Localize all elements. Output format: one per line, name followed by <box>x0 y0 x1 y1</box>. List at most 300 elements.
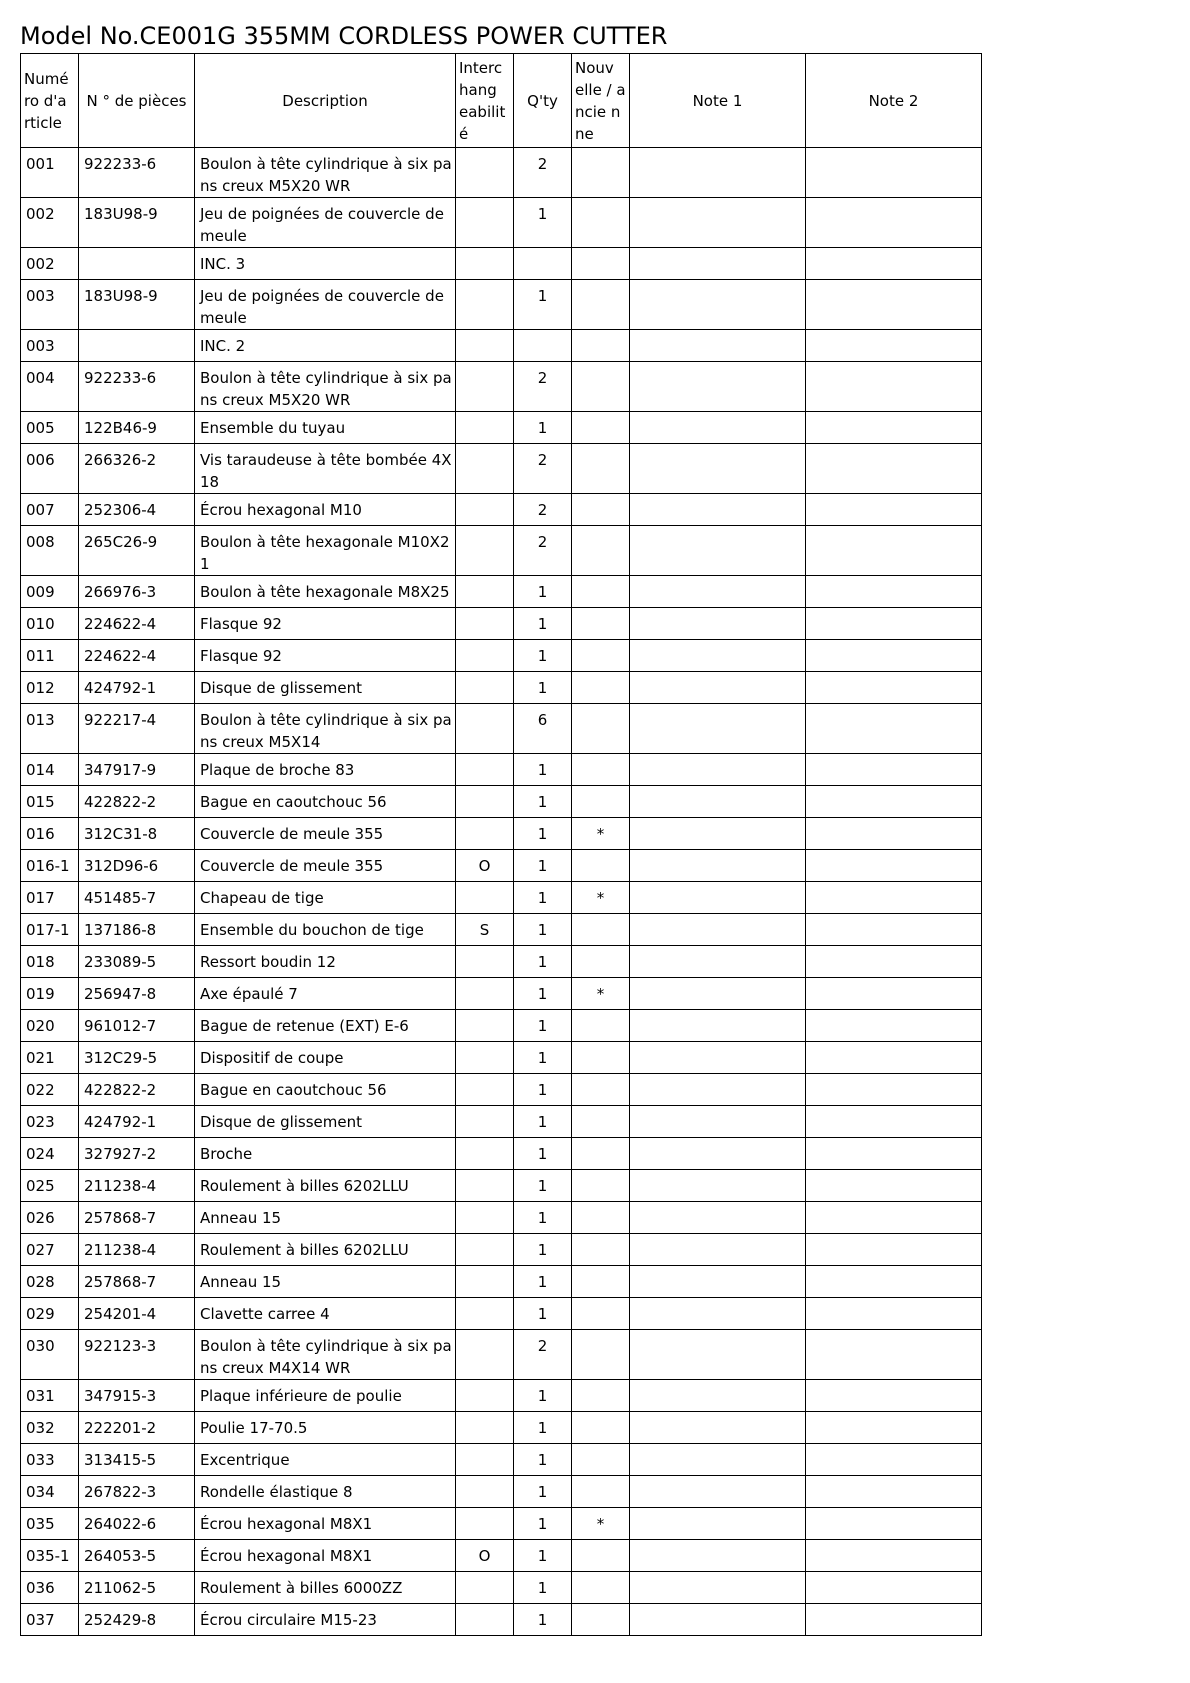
cell-note-1 <box>630 1380 806 1412</box>
cell-note-1 <box>630 882 806 914</box>
cell-part-number: 922233-6 <box>79 362 195 412</box>
cell-new-old <box>572 280 630 330</box>
cell-note-2 <box>806 850 982 882</box>
cell-quantity: 1 <box>514 1138 572 1170</box>
cell-item-number: 016 <box>21 818 79 850</box>
table-row <box>21 1412 982 1444</box>
table-row <box>21 1508 982 1540</box>
cell-quantity: 1 <box>514 576 572 608</box>
cell-part-number: 424792-1 <box>79 672 195 704</box>
cell-new-old <box>572 576 630 608</box>
cell-quantity: 1 <box>514 882 572 914</box>
cell-interchangeability: S <box>456 914 514 946</box>
cell-description: Roulement à billes 6202LLU <box>195 1170 456 1202</box>
cell-interchangeability <box>456 198 514 248</box>
cell-item-number: 035 <box>21 1508 79 1540</box>
cell-note-2 <box>806 444 982 494</box>
table-row <box>21 978 982 1010</box>
cell-item-number: 024 <box>21 1138 79 1170</box>
cell-item-number: 027 <box>21 1234 79 1266</box>
cell-new-old: * <box>572 978 630 1010</box>
table-row <box>21 1540 982 1572</box>
cell-part-number: 312C29-5 <box>79 1042 195 1074</box>
table-row <box>21 850 982 882</box>
cell-note-2 <box>806 608 982 640</box>
cell-quantity: 2 <box>514 362 572 412</box>
cell-description: INC. 3 <box>195 248 456 280</box>
cell-note-1 <box>630 818 806 850</box>
table-row <box>21 1330 982 1380</box>
cell-interchangeability <box>456 1074 514 1106</box>
cell-part-number: 254201-4 <box>79 1298 195 1330</box>
cell-item-number: 001 <box>21 148 79 198</box>
cell-interchangeability <box>456 576 514 608</box>
cell-part-number: 211062-5 <box>79 1572 195 1604</box>
cell-description: Clavette carree 4 <box>195 1298 456 1330</box>
cell-note-1 <box>630 330 806 362</box>
col-header-new-old: Nouv elle / ancie nne <box>572 54 630 148</box>
cell-new-old <box>572 1572 630 1604</box>
cell-note-2 <box>806 914 982 946</box>
cell-item-number: 019 <box>21 978 79 1010</box>
cell-note-2 <box>806 412 982 444</box>
table-row <box>21 1380 982 1412</box>
cell-part-number: 222201-2 <box>79 1412 195 1444</box>
cell-description: Plaque inférieure de poulie <box>195 1380 456 1412</box>
cell-note-1 <box>630 1412 806 1444</box>
cell-note-2 <box>806 1508 982 1540</box>
page-title: Model No.CE001G 355MM CORDLESS POWER CUTTER <box>20 22 668 50</box>
cell-new-old <box>572 1202 630 1234</box>
cell-note-2 <box>806 1042 982 1074</box>
table-row <box>21 148 982 198</box>
cell-description: Roulement à billes 6202LLU <box>195 1234 456 1266</box>
cell-note-2 <box>806 704 982 754</box>
cell-item-number: 013 <box>21 704 79 754</box>
col-header-part-number: N ° de pièces <box>79 54 195 148</box>
cell-part-number: 264022-6 <box>79 1508 195 1540</box>
cell-new-old <box>572 362 630 412</box>
cell-part-number: 233089-5 <box>79 946 195 978</box>
cell-note-1 <box>630 494 806 526</box>
cell-note-2 <box>806 330 982 362</box>
cell-part-number: 211238-4 <box>79 1234 195 1266</box>
cell-interchangeability <box>456 754 514 786</box>
cell-part-number: 327927-2 <box>79 1138 195 1170</box>
cell-item-number: 030 <box>21 1330 79 1380</box>
cell-note-1 <box>630 672 806 704</box>
cell-new-old <box>572 672 630 704</box>
cell-note-1 <box>630 1106 806 1138</box>
cell-note-1 <box>630 1234 806 1266</box>
table-row <box>21 1010 982 1042</box>
cell-note-2 <box>806 1138 982 1170</box>
cell-item-number: 016-1 <box>21 850 79 882</box>
cell-quantity: 1 <box>514 1042 572 1074</box>
cell-quantity: 1 <box>514 1010 572 1042</box>
cell-interchangeability <box>456 608 514 640</box>
cell-description: Boulon à tête hexagonale M8X25 <box>195 576 456 608</box>
cell-description: Broche <box>195 1138 456 1170</box>
cell-new-old <box>572 1010 630 1042</box>
table-row <box>21 754 982 786</box>
cell-part-number: 347915-3 <box>79 1380 195 1412</box>
cell-note-1 <box>630 1042 806 1074</box>
cell-note-2 <box>806 1074 982 1106</box>
cell-item-number: 025 <box>21 1170 79 1202</box>
cell-new-old <box>572 946 630 978</box>
cell-part-number: 347917-9 <box>79 754 195 786</box>
cell-description: Écrou hexagonal M10 <box>195 494 456 526</box>
cell-new-old <box>572 1444 630 1476</box>
table-body <box>21 148 982 1636</box>
cell-new-old <box>572 1604 630 1636</box>
cell-interchangeability <box>456 1042 514 1074</box>
cell-new-old <box>572 494 630 526</box>
table-row <box>21 946 982 978</box>
cell-interchangeability <box>456 1412 514 1444</box>
cell-note-1 <box>630 608 806 640</box>
cell-quantity <box>514 248 572 280</box>
cell-new-old <box>572 526 630 576</box>
cell-item-number: 022 <box>21 1074 79 1106</box>
cell-note-1 <box>630 444 806 494</box>
cell-new-old <box>572 914 630 946</box>
table-row <box>21 444 982 494</box>
cell-item-number: 031 <box>21 1380 79 1412</box>
cell-note-1 <box>630 412 806 444</box>
cell-quantity: 1 <box>514 914 572 946</box>
cell-new-old <box>572 1234 630 1266</box>
cell-interchangeability <box>456 1380 514 1412</box>
col-header-description: Description <box>195 54 456 148</box>
cell-quantity: 1 <box>514 608 572 640</box>
cell-part-number: 257868-7 <box>79 1202 195 1234</box>
cell-quantity: 2 <box>514 444 572 494</box>
cell-interchangeability <box>456 1572 514 1604</box>
cell-description: Bague de retenue (EXT) E-6 <box>195 1010 456 1042</box>
cell-new-old <box>572 1074 630 1106</box>
cell-new-old <box>572 248 630 280</box>
cell-item-number: 010 <box>21 608 79 640</box>
cell-note-2 <box>806 754 982 786</box>
table-row <box>21 1074 982 1106</box>
table-row <box>21 786 982 818</box>
cell-note-2 <box>806 1444 982 1476</box>
cell-part-number <box>79 248 195 280</box>
cell-new-old <box>572 640 630 672</box>
cell-interchangeability: O <box>456 1540 514 1572</box>
cell-interchangeability <box>456 280 514 330</box>
cell-description: Disque de glissement <box>195 1106 456 1138</box>
table-row <box>21 1138 982 1170</box>
cell-description: Dispositif de coupe <box>195 1042 456 1074</box>
cell-interchangeability <box>456 818 514 850</box>
cell-quantity: 1 <box>514 412 572 444</box>
cell-item-number: 033 <box>21 1444 79 1476</box>
cell-interchangeability <box>456 1170 514 1202</box>
cell-quantity: 1 <box>514 1298 572 1330</box>
cell-interchangeability <box>456 1330 514 1380</box>
cell-item-number: 032 <box>21 1412 79 1444</box>
table-row <box>21 526 982 576</box>
cell-note-2 <box>806 640 982 672</box>
cell-item-number: 020 <box>21 1010 79 1042</box>
cell-note-1 <box>630 946 806 978</box>
cell-new-old <box>572 1106 630 1138</box>
cell-quantity: 1 <box>514 1540 572 1572</box>
cell-note-1 <box>630 1170 806 1202</box>
cell-new-old <box>572 148 630 198</box>
cell-note-2 <box>806 882 982 914</box>
cell-note-2 <box>806 1234 982 1266</box>
cell-description: Roulement à billes 6000ZZ <box>195 1572 456 1604</box>
cell-note-1 <box>630 280 806 330</box>
cell-quantity: 1 <box>514 786 572 818</box>
cell-note-1 <box>630 248 806 280</box>
cell-quantity: 1 <box>514 280 572 330</box>
cell-note-2 <box>806 576 982 608</box>
cell-note-1 <box>630 362 806 412</box>
cell-interchangeability <box>456 1010 514 1042</box>
table-row <box>21 818 982 850</box>
cell-note-2 <box>806 1572 982 1604</box>
cell-new-old <box>572 704 630 754</box>
table-row <box>21 1604 982 1636</box>
cell-item-number: 002 <box>21 248 79 280</box>
table-header-row <box>21 54 982 148</box>
cell-note-2 <box>806 280 982 330</box>
cell-description: Jeu de poignées de couvercle de meule <box>195 198 456 248</box>
cell-quantity: 1 <box>514 754 572 786</box>
cell-note-2 <box>806 362 982 412</box>
table-row <box>21 1266 982 1298</box>
cell-part-number: 265C26-9 <box>79 526 195 576</box>
table-row <box>21 494 982 526</box>
cell-quantity: 2 <box>514 1330 572 1380</box>
cell-quantity: 1 <box>514 946 572 978</box>
cell-note-1 <box>630 786 806 818</box>
cell-new-old <box>572 412 630 444</box>
cell-part-number: 961012-7 <box>79 1010 195 1042</box>
cell-description: Rondelle élastique 8 <box>195 1476 456 1508</box>
cell-note-2 <box>806 1412 982 1444</box>
cell-item-number: 002 <box>21 198 79 248</box>
cell-interchangeability <box>456 1234 514 1266</box>
cell-note-2 <box>806 526 982 576</box>
cell-note-1 <box>630 850 806 882</box>
cell-new-old: * <box>572 882 630 914</box>
cell-part-number: 267822-3 <box>79 1476 195 1508</box>
cell-note-1 <box>630 1074 806 1106</box>
cell-note-1 <box>630 198 806 248</box>
cell-interchangeability <box>456 330 514 362</box>
cell-new-old <box>572 786 630 818</box>
cell-description: Chapeau de tige <box>195 882 456 914</box>
cell-new-old: * <box>572 818 630 850</box>
cell-note-1 <box>630 978 806 1010</box>
cell-part-number: 224622-4 <box>79 608 195 640</box>
cell-interchangeability <box>456 526 514 576</box>
cell-part-number: 137186-8 <box>79 914 195 946</box>
table-row <box>21 608 982 640</box>
cell-new-old <box>572 1170 630 1202</box>
cell-description: Couvercle de meule 355 <box>195 818 456 850</box>
cell-new-old <box>572 1412 630 1444</box>
cell-item-number: 003 <box>21 330 79 362</box>
cell-quantity: 1 <box>514 1266 572 1298</box>
cell-item-number: 017-1 <box>21 914 79 946</box>
cell-new-old <box>572 1042 630 1074</box>
cell-interchangeability <box>456 672 514 704</box>
cell-note-2 <box>806 1266 982 1298</box>
cell-part-number: 211238-4 <box>79 1170 195 1202</box>
cell-part-number: 224622-4 <box>79 640 195 672</box>
parts-table <box>20 53 982 1636</box>
cell-item-number: 026 <box>21 1202 79 1234</box>
cell-new-old <box>572 754 630 786</box>
cell-description: Boulon à tête cylindrique à six pa ns creux M4X14 WR <box>195 1330 456 1380</box>
cell-quantity: 1 <box>514 1234 572 1266</box>
cell-part-number: 256947-8 <box>79 978 195 1010</box>
cell-quantity: 1 <box>514 1170 572 1202</box>
cell-description: Ensemble du bouchon de tige <box>195 914 456 946</box>
cell-part-number: 424792-1 <box>79 1106 195 1138</box>
cell-description: Boulon à tête cylindrique à six pa ns creux M5X20 WR <box>195 362 456 412</box>
cell-quantity: 1 <box>514 672 572 704</box>
cell-note-1 <box>630 1010 806 1042</box>
cell-quantity: 1 <box>514 1074 572 1106</box>
cell-new-old <box>572 608 630 640</box>
cell-quantity: 1 <box>514 1412 572 1444</box>
cell-item-number: 007 <box>21 494 79 526</box>
table-row <box>21 1170 982 1202</box>
cell-note-1 <box>630 704 806 754</box>
cell-quantity: 1 <box>514 1106 572 1138</box>
cell-note-1 <box>630 148 806 198</box>
col-header-note-1: Note 1 <box>630 54 806 148</box>
cell-part-number: 252429-8 <box>79 1604 195 1636</box>
table-row <box>21 1106 982 1138</box>
cell-interchangeability: O <box>456 850 514 882</box>
cell-note-1 <box>630 1330 806 1380</box>
cell-note-2 <box>806 1604 982 1636</box>
cell-description: Couvercle de meule 355 <box>195 850 456 882</box>
cell-part-number: 922123-3 <box>79 1330 195 1380</box>
cell-note-2 <box>806 494 982 526</box>
cell-note-1 <box>630 1604 806 1636</box>
cell-description: Flasque 92 <box>195 608 456 640</box>
cell-description: Écrou circulaire M15-23 <box>195 1604 456 1636</box>
table-row <box>21 1234 982 1266</box>
cell-new-old <box>572 330 630 362</box>
cell-interchangeability <box>456 640 514 672</box>
cell-interchangeability <box>456 946 514 978</box>
cell-part-number: 451485-7 <box>79 882 195 914</box>
col-header-item-number: Numé ro d'a rticle <box>21 54 79 148</box>
cell-interchangeability <box>456 1298 514 1330</box>
cell-part-number: 422822-2 <box>79 786 195 818</box>
cell-interchangeability <box>456 1476 514 1508</box>
cell-item-number: 037 <box>21 1604 79 1636</box>
cell-part-number: 312C31-8 <box>79 818 195 850</box>
cell-new-old <box>572 1298 630 1330</box>
cell-new-old <box>572 1540 630 1572</box>
cell-note-1 <box>630 1202 806 1234</box>
cell-interchangeability <box>456 786 514 818</box>
table-row <box>21 1202 982 1234</box>
cell-note-2 <box>806 672 982 704</box>
table-row <box>21 1298 982 1330</box>
cell-interchangeability <box>456 882 514 914</box>
cell-part-number: 257868-7 <box>79 1266 195 1298</box>
cell-note-2 <box>806 786 982 818</box>
cell-note-2 <box>806 946 982 978</box>
cell-quantity: 1 <box>514 198 572 248</box>
cell-description: Anneau 15 <box>195 1202 456 1234</box>
cell-note-2 <box>806 198 982 248</box>
cell-note-2 <box>806 148 982 198</box>
cell-quantity: 2 <box>514 148 572 198</box>
cell-description: Excentrique <box>195 1444 456 1476</box>
cell-description: Flasque 92 <box>195 640 456 672</box>
cell-interchangeability <box>456 494 514 526</box>
cell-note-1 <box>630 1298 806 1330</box>
table-row <box>21 1572 982 1604</box>
cell-note-2 <box>806 1202 982 1234</box>
cell-note-1 <box>630 754 806 786</box>
cell-note-2 <box>806 1330 982 1380</box>
cell-item-number: 014 <box>21 754 79 786</box>
cell-note-1 <box>630 1476 806 1508</box>
cell-description: Écrou hexagonal M8X1 <box>195 1540 456 1572</box>
cell-note-2 <box>806 978 982 1010</box>
cell-interchangeability <box>456 1508 514 1540</box>
cell-new-old <box>572 1476 630 1508</box>
cell-part-number: 312D96-6 <box>79 850 195 882</box>
cell-part-number: 183U98-9 <box>79 280 195 330</box>
cell-note-1 <box>630 526 806 576</box>
cell-item-number: 015 <box>21 786 79 818</box>
cell-quantity: 1 <box>514 1508 572 1540</box>
cell-quantity: 2 <box>514 494 572 526</box>
table-row <box>21 1476 982 1508</box>
cell-interchangeability <box>456 1138 514 1170</box>
cell-interchangeability <box>456 1604 514 1636</box>
cell-note-1 <box>630 1266 806 1298</box>
cell-interchangeability <box>456 1444 514 1476</box>
cell-description: Bague en caoutchouc 56 <box>195 1074 456 1106</box>
table-row <box>21 248 982 280</box>
col-header-interchangeability: Interc hang eabilit é <box>456 54 514 148</box>
table-row <box>21 280 982 330</box>
table-row <box>21 198 982 248</box>
cell-part-number <box>79 330 195 362</box>
table-row <box>21 640 982 672</box>
cell-note-2 <box>806 1010 982 1042</box>
cell-description: Plaque de broche 83 <box>195 754 456 786</box>
cell-description: Boulon à tête hexagonale M10X2 1 <box>195 526 456 576</box>
cell-item-number: 003 <box>21 280 79 330</box>
cell-item-number: 028 <box>21 1266 79 1298</box>
cell-description: Ressort boudin 12 <box>195 946 456 978</box>
cell-note-1 <box>630 640 806 672</box>
table-row <box>21 576 982 608</box>
table-row <box>21 704 982 754</box>
cell-quantity <box>514 330 572 362</box>
cell-item-number: 009 <box>21 576 79 608</box>
cell-item-number: 004 <box>21 362 79 412</box>
